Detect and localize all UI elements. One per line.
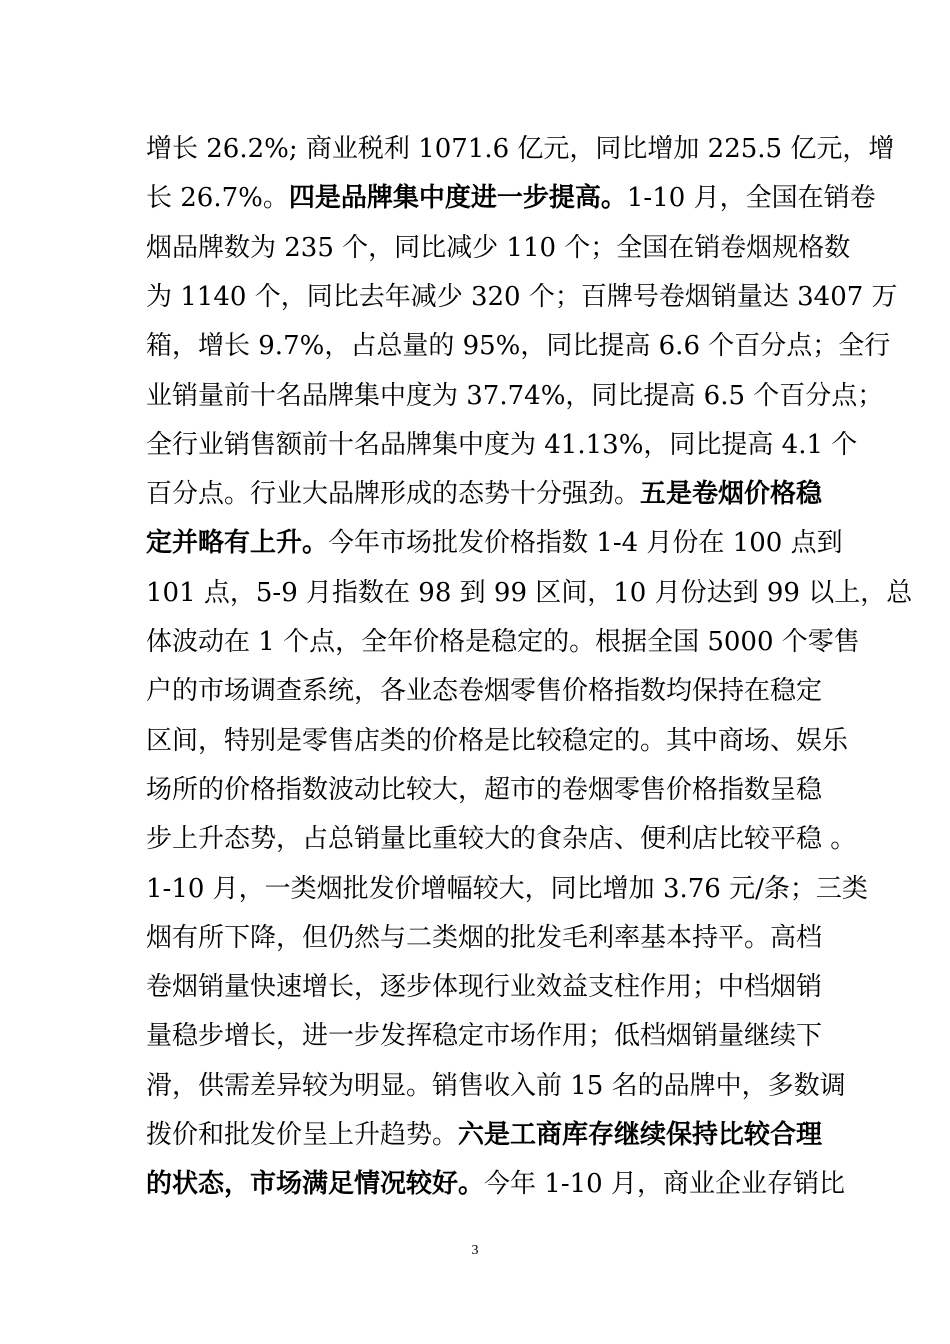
text-segment: 为 1140 个，同比去年减少 320 个；百牌号卷烟销量达 3407 万	[146, 282, 898, 312]
text-line	[146, 329, 891, 363]
text-segment: 烟品牌数为 235 个，同比减少 110 个；全国在销卷烟规格数	[146, 233, 851, 263]
text-line	[146, 773, 823, 807]
text-line	[146, 1118, 823, 1152]
text-segment: 卷烟销量快速增长，逐步体现行业效益支柱作用；中档烟销	[146, 972, 823, 1002]
text-segment: 量稳步增长，进一步发挥稳定市场作用；低档烟销量继续下	[146, 1021, 823, 1051]
bold-text-segment: 六是工商库存继续保持比较合理	[458, 1120, 823, 1150]
text-line	[146, 576, 913, 610]
text-line	[146, 921, 823, 955]
text-segment: 今年市场批发价格指数 1-4 月份在 100 点到	[328, 528, 843, 558]
text-segment: 拨价和批发价呈上升趋势。	[146, 1120, 459, 1150]
text-segment: 滑，供需差异较为明显。销售收入前 15 名的品牌中，多数调	[146, 1071, 846, 1101]
text-line	[146, 379, 884, 413]
text-line	[146, 1069, 846, 1103]
text-line	[146, 428, 858, 462]
text-line	[146, 526, 843, 560]
text-segment: 增长 26.2%; 商业税利 1071.6 亿元，同比增加 225.5 亿元，增	[146, 134, 895, 164]
text-segment: 1-10 月，一类烟批发价增幅较大，同比增加 3.76 元/条；三类	[146, 874, 868, 904]
text-line	[146, 724, 849, 758]
text-line	[146, 1019, 823, 1053]
text-segment: 101 点，5-9 月指数在 98 到 99 区间，10 月份达到 99 以上，总	[146, 578, 913, 608]
bold-text-segment: 四是品牌集中度进一步提高。	[288, 183, 627, 213]
text-segment: 场所的价格指数波动比较大，超市的卷烟零售价格指数呈稳	[146, 775, 823, 805]
text-segment: 体波动在 1 个点，全年价格是稳定的。根据全国 5000 个零售	[146, 627, 860, 657]
text-segment: 箱，增长 9.7%，占总量的 95%，同比提高 6.6 个百分点；全行	[146, 331, 891, 361]
text-segment: 百分点。行业大品牌形成的态势十分强劲。	[146, 479, 641, 509]
text-segment: 长 26.7%。	[146, 183, 289, 213]
text-segment: 今年 1-10 月，商业企业存销比	[484, 1169, 845, 1199]
text-segment: 区间，特别是零售店类的价格是比较稳定的。其中商场、娱乐	[146, 726, 849, 756]
page-number: 3	[471, 1243, 479, 1258]
bold-text-segment: 的状态，市场满足情况较好。	[146, 1169, 485, 1199]
text-segment: 业销量前十名品牌集中度为 37.74%，同比提高 6.5 个百分点；	[146, 381, 884, 411]
text-line	[146, 1167, 845, 1201]
text-line	[146, 872, 868, 906]
text-segment: 全行业销售额前十名品牌集中度为 41.13%，同比提高 4.1 个	[146, 430, 858, 460]
text-segment: 步上升态势，占总销量比重较大的食杂店、便利店比较平稳 。	[146, 824, 857, 854]
text-line	[146, 132, 895, 166]
bold-text-segment: 定并略有上升。	[146, 528, 329, 558]
text-line	[146, 822, 857, 856]
text-line	[146, 181, 876, 215]
text-line	[146, 674, 823, 708]
text-segment: 户的市场调查系统，各业态卷烟零售价格指数均保持在稳定	[146, 676, 823, 706]
text-segment: 1-10 月，全国在销卷	[626, 183, 876, 213]
text-line	[146, 477, 823, 511]
bold-text-segment: 五是卷烟价格稳	[640, 479, 823, 509]
text-line	[146, 970, 823, 1004]
text-line	[146, 280, 898, 314]
text-segment: 烟有所下降，但仍然与二类烟的批发毛利率基本持平。高档	[146, 923, 823, 953]
text-line	[146, 625, 860, 659]
text-line	[146, 231, 851, 265]
